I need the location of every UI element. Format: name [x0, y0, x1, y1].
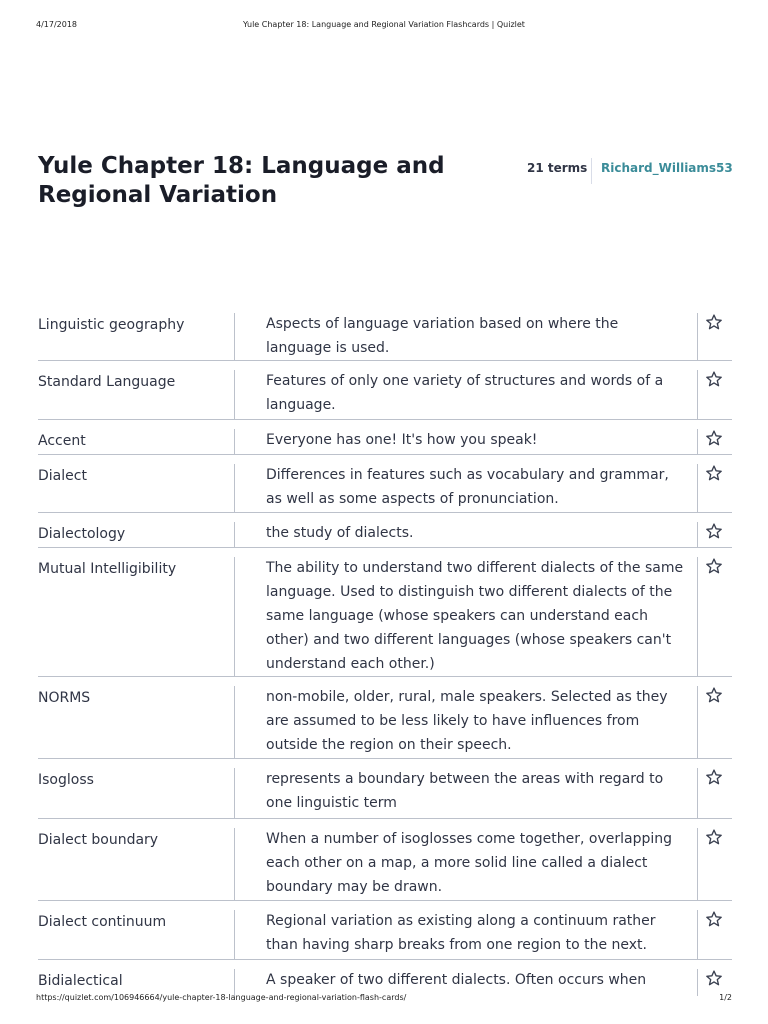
- column-divider: [234, 686, 235, 758]
- author-link[interactable]: Richard_Williams53: [601, 161, 733, 175]
- column-divider: [234, 522, 235, 547]
- column-divider: [697, 969, 698, 996]
- term-text: Standard Language: [38, 374, 176, 390]
- term-row: [38, 361, 732, 420]
- definition-text: the study of dialects.: [266, 525, 414, 541]
- term-text: NORMS: [38, 690, 91, 706]
- column-divider: [697, 522, 698, 547]
- terms-list: [38, 304, 732, 996]
- definition-text: Features of only one variety of structures and words of a language.: [266, 373, 664, 413]
- definition-text: Differences in features such as vocabulary and grammar, as well as some aspects of pronunciation.: [266, 467, 669, 507]
- star-icon[interactable]: [705, 522, 725, 542]
- column-divider: [697, 768, 698, 818]
- definition-text: When a number of isoglosses come together, overlapping each other on a map, a more solid line called a dialect boundary may be drawn.: [266, 831, 673, 895]
- star-icon[interactable]: [705, 686, 725, 706]
- term-row: [38, 455, 732, 513]
- column-divider: [234, 969, 235, 996]
- term-row: [38, 901, 732, 960]
- term-row: [38, 677, 732, 759]
- term-row: [38, 548, 732, 677]
- term-text: Isogloss: [38, 772, 94, 788]
- print-url: https://quizlet.com/106946664/yule-chapter-18-language-and-regional-variation-flash-cards/: [36, 993, 407, 1002]
- term-text: Linguistic geography: [38, 317, 185, 333]
- star-icon[interactable]: [705, 910, 725, 930]
- column-divider: [234, 557, 235, 676]
- column-divider: [697, 557, 698, 676]
- term-text: Mutual Intelligibility: [38, 561, 177, 577]
- term-row: [38, 759, 732, 819]
- star-icon[interactable]: [705, 768, 725, 788]
- print-footer: [36, 993, 732, 1007]
- column-divider: [697, 370, 698, 419]
- term-text: Accent: [38, 433, 86, 449]
- set-title: Yule Chapter 18: Language and Regional Variation: [38, 153, 445, 208]
- column-divider: [234, 370, 235, 419]
- term-row: [38, 960, 732, 996]
- column-divider: [234, 828, 235, 900]
- star-icon[interactable]: [705, 828, 725, 848]
- term-row: [38, 304, 732, 361]
- column-divider: [234, 464, 235, 512]
- term-text: Dialect: [38, 468, 87, 484]
- term-text: Dialectology: [38, 526, 126, 542]
- column-divider: [697, 910, 698, 959]
- definition-text: The ability to understand two different dialects of the same language. Used to distinguish two different dialects of the same language (whose speakers can understand each other) and two different languages (whose speakers can't understand each other.): [266, 560, 684, 672]
- definition-text: represents a boundary between the areas with regard to one linguistic term: [266, 771, 664, 811]
- definition-text: Everyone has one! It's how you speak!: [266, 432, 538, 448]
- star-icon[interactable]: [705, 429, 725, 449]
- print-date: 4/17/2018: [36, 20, 78, 29]
- term-row: [38, 819, 732, 901]
- print-header: [36, 20, 732, 34]
- print-page-title: Yule Chapter 18: Language and Regional Variation Flashcards | Quizlet: [243, 20, 525, 29]
- column-divider: [234, 768, 235, 818]
- terms-count: 21 terms: [527, 161, 588, 175]
- column-divider: [697, 464, 698, 512]
- column-divider: [697, 429, 698, 454]
- star-icon[interactable]: [705, 969, 725, 989]
- definition-text: Regional variation as existing along a continuum rather than having sharp breaks from one region to the next.: [266, 913, 656, 953]
- page-number: 1/2: [719, 993, 732, 1002]
- term-row: [38, 420, 732, 455]
- term-text: Bidialectical: [38, 973, 123, 989]
- column-divider: [697, 686, 698, 758]
- column-divider: [697, 313, 698, 360]
- meta-divider: [591, 158, 592, 184]
- term-text: Dialect boundary: [38, 832, 159, 848]
- column-divider: [234, 429, 235, 454]
- definition-text: non-mobile, older, rural, male speakers. Selected as they are assumed to be less likely to have influences from outside the region on their speech.: [266, 689, 668, 753]
- star-icon[interactable]: [705, 464, 725, 484]
- definition-text: A speaker of two different dialects. Often occurs when: [266, 972, 647, 988]
- star-icon[interactable]: [705, 313, 725, 333]
- definition-text: Aspects of language variation based on where the language is used.: [266, 316, 619, 356]
- column-divider: [234, 910, 235, 959]
- star-icon[interactable]: [705, 370, 725, 390]
- column-divider: [234, 313, 235, 360]
- column-divider: [697, 828, 698, 900]
- term-text: Dialect continuum: [38, 914, 167, 930]
- star-icon[interactable]: [705, 557, 725, 577]
- term-row: [38, 513, 732, 548]
